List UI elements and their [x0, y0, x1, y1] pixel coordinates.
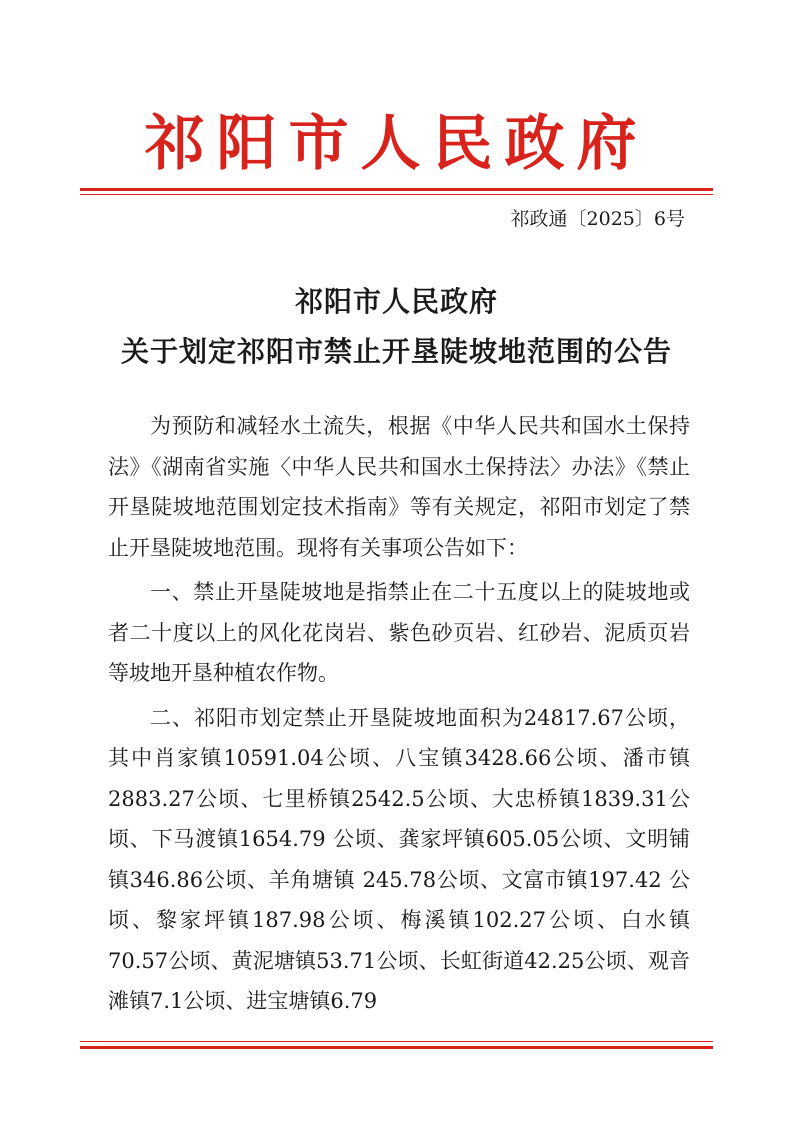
title-line-1: 祁阳市人民政府	[294, 285, 498, 318]
header-rule-thick	[80, 188, 713, 191]
agency-masthead: 祁阳市人民政府	[144, 109, 649, 179]
footer-rule-thick	[80, 1046, 713, 1049]
footer-rule-thin	[80, 1041, 713, 1042]
title-line-2: 关于划定祁阳市禁止开垦陡坡地范围的公告	[120, 335, 672, 368]
body-paragraph-area: 二、祁阳市划定禁止开垦陡坡地面积为24817.67公顷，其中肖家镇10591.04公顷、八宝镇3428.66公顷、潘市镇2883.27公顷、七里桥镇2542.5公顷、大忠桥镇1839.31公顷、下马渡镇1654.79 公顷、龚家坪镇605.05公顷、文明铺镇346.86公顷、羊角塘镇 245.78公顷、文富市镇197.42 公顷、黎家坪镇187.98公顷、梅溪镇102.27公顷、白水镇70.57公顷、黄泥塘镇53.71公顷、长虹街道42.25公顷、观音滩镇7.1公顷、进宝塘镇6.79	[108, 705, 690, 1013]
document-number: 祁政通〔2025〕6号	[510, 208, 685, 230]
body-paragraph-intro: 为预防和减轻水土流失，根据《中华人民共和国水土保持法》《湖南省实施〈中华人民共和国水土保持法〉办法》《禁止开垦陡坡地范围划定技术指南》等有关规定，祁阳市划定了禁止开垦陡坡地范围。现将有关事项公告如下：	[108, 414, 690, 560]
body-text	[108, 406, 690, 1026]
body-paragraph-definition: 一、禁止开垦陡坡地是指禁止在二十五度以上的陡坡地或者二十度以上的风化花岗岩、紫色砂页岩、红砂岩、泥质页岩等坡地开垦种植农作物。	[108, 580, 690, 685]
header-rule-thin	[80, 194, 713, 195]
